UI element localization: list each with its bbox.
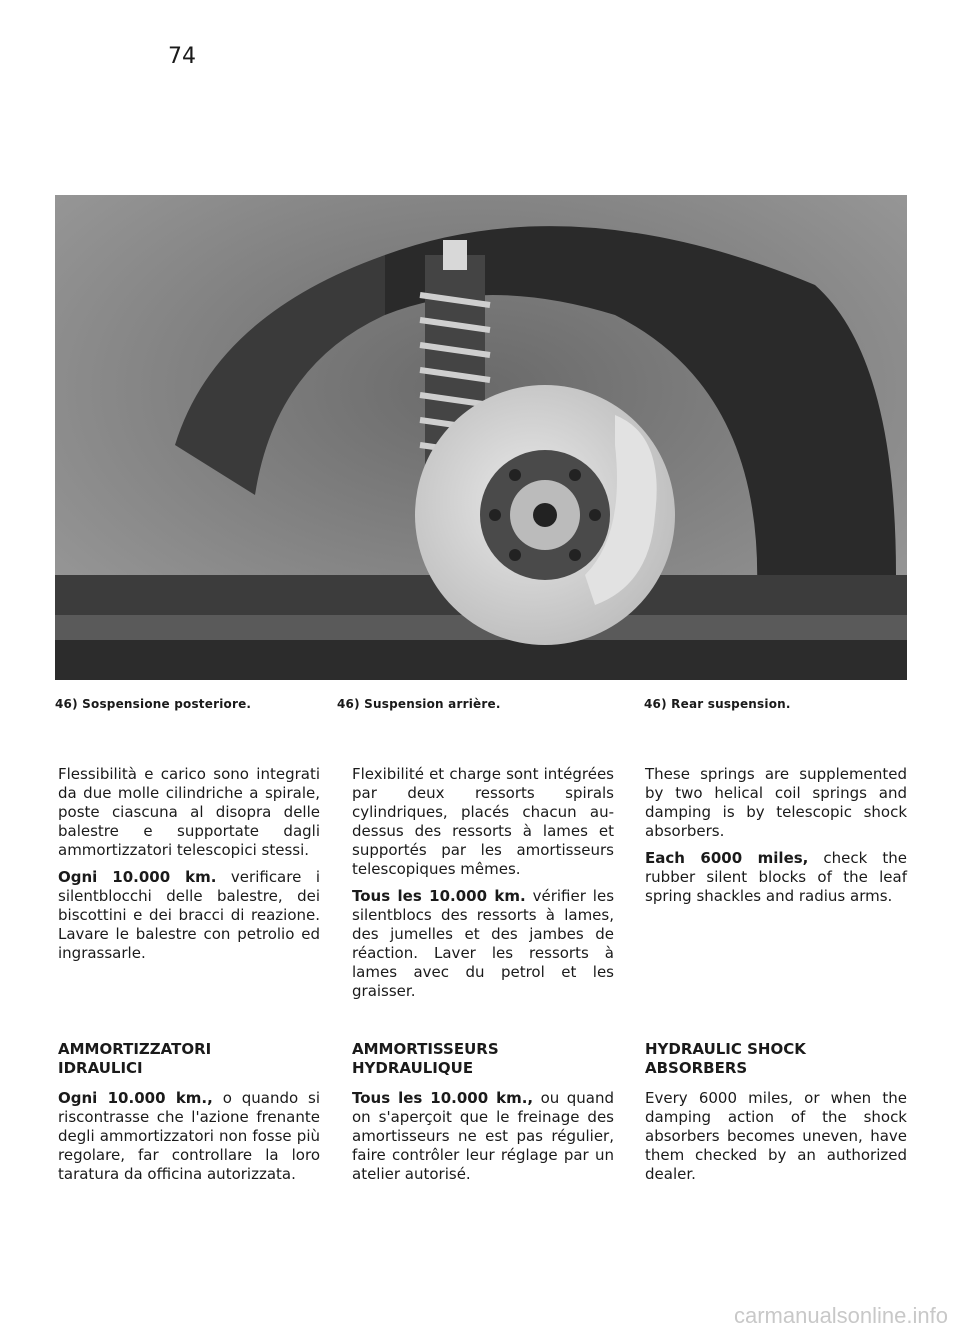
bold-french-2: Tous les 10.000 km. bbox=[352, 887, 526, 905]
rear-suspension-photo bbox=[55, 195, 907, 680]
paragraph-italian-1: Flessibilità e carico sono integrati da due molle cilindriche a spirale, poste ciascuna al disopra delle balestre e supportate dagli ammortizzatori telescopici stessi. bbox=[58, 765, 320, 859]
heading-english: HYDRAULIC SHOCK ABSORBERS bbox=[645, 1040, 806, 1077]
page-number: 74 bbox=[168, 44, 196, 69]
watermark: carmanualsonline.info bbox=[733, 1303, 948, 1328]
paragraph-french-2 bbox=[352, 887, 614, 1001]
caption-english: 46) Rear suspension. bbox=[644, 697, 791, 711]
suspension-illustration bbox=[55, 195, 907, 680]
bold-italian-3: Ogni 10.000 km., bbox=[58, 1089, 213, 1107]
heading-french: AMMORTISSEURS HYDRAULIQUE bbox=[352, 1040, 499, 1077]
column-english-2 bbox=[645, 1089, 907, 1192]
column-italian bbox=[58, 765, 320, 971]
column-french-2 bbox=[352, 1089, 614, 1192]
heading-italian: AMMORTIZZATORI IDRAULICI bbox=[58, 1040, 212, 1077]
paragraph-english-1: These springs are supplemented by two helical coil springs and damping is by telescopic shock absorbers. bbox=[645, 765, 907, 840]
paragraph-italian-3 bbox=[58, 1089, 320, 1184]
paragraph-french-3 bbox=[352, 1089, 614, 1184]
paragraph-french-1: Flexibilité et charge sont intégrées par deux ressorts spirals cylindriques, placés chacun au-dessus des ressorts à lames et supportés par les amortisseurs telescopiques mêmes. bbox=[352, 765, 614, 878]
bold-english-2: Each 6000 miles, bbox=[645, 849, 809, 867]
paragraph-italian-2 bbox=[58, 868, 320, 963]
text-english-2: check the rubber silent blocks of the leaf spring shackles and radius arms. bbox=[645, 849, 907, 905]
bold-french-3: Tous les 10.000 km., bbox=[352, 1089, 534, 1107]
text-french-2: vérifier les silentblocs des ressorts à lames, des jumelles et des jambes de réaction. Laver les ressorts à lames avec du petrol et les graisser. bbox=[352, 887, 615, 1000]
column-french bbox=[352, 765, 614, 1009]
caption-italian: 46) Sospensione posteriore. bbox=[55, 697, 252, 711]
text-french-3: ou quand on s'aperçoit que le freinage des amortisseurs ne est pas régulier, faire contrôler leur réglage par un atelier autorisé. bbox=[352, 1089, 614, 1183]
caption-french: 46) Suspension arrière. bbox=[337, 697, 501, 711]
text-italian-3: o quando si riscontrasse che l'azione frenante degli ammortizzatori non fosse più regolare, far controllare la loro taratura da officina autorizzata. bbox=[58, 1089, 320, 1183]
column-english bbox=[645, 765, 907, 914]
bold-italian-2: Ogni 10.000 km. bbox=[58, 868, 217, 886]
text-italian-2: verificare i silentblocchi delle balestre, dei biscottini e dei bracci di reazione. Lavare le balestre con petrolio ed ingrassarle. bbox=[58, 868, 320, 962]
paragraph-english-3: Every 6000 miles, or when the damping action of the shock absorbers becomes uneven, have them checked by an authorized dealer. bbox=[645, 1089, 907, 1183]
column-italian-2 bbox=[58, 1089, 320, 1192]
paragraph-english-2 bbox=[645, 849, 907, 906]
